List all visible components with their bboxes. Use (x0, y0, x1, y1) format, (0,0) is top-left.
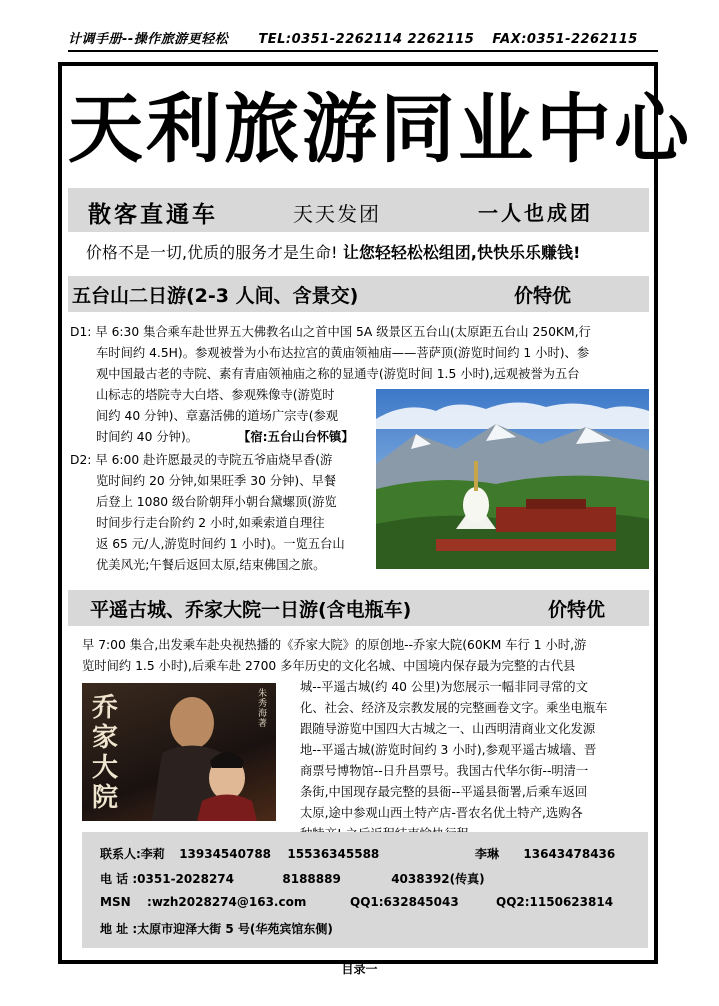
tour1-d2-line: 后登上 1080 级台阶朝拜小朝台黛螺顶(游览 (96, 495, 337, 509)
address-value: :太原市迎泽大街 5 号(华苑宾馆东侧) (132, 922, 333, 936)
banner-daily: 天天发团 (293, 202, 381, 226)
poster-author: 朱秀海 著 (258, 689, 268, 729)
poster-title: 乔家大院 (92, 693, 119, 813)
banner (68, 188, 649, 232)
tour1-day2 (70, 450, 380, 576)
tour2-heading (68, 590, 649, 626)
tour1-d1-line: 时间约 40 分钟)。 (96, 430, 199, 444)
qq1: QQ1:632845043 (350, 895, 459, 909)
tour2-side-line: 条街,中国现存最完整的县衙--平遥县衙署,后乘车返回 (300, 785, 588, 799)
tour1-d2-line: 早 6:00 赴许愿最灵的寺院五爷庙烧早香(游 (95, 453, 333, 467)
tour1-d1-line: 车时间约 4.5H)。参观被誉为小布达拉宫的黄庙领袖庙——菩萨顶(游览时间约 1 小时)、参 (96, 346, 590, 360)
tour1-d2-label: D2: (70, 453, 92, 467)
tour1-d1-line: 间约 40 分钟)、章嘉活佛的道场广宗寺(参观 (96, 409, 339, 423)
tel-value: 8188889 (282, 872, 341, 886)
address-label: 地 址 (100, 922, 129, 936)
tour2-line: 览时间约 1.5 小时),后乘车赴 2700 多年历史的文化名城、中国境内保存最为完整的古代县 (82, 659, 576, 673)
tour1-d1-line: 观中国最古老的寺院、素有青庙领袖庙之称的显通寺(游览时间 1.5 小时),远观被誉为五台 (96, 367, 580, 381)
tour2-side-line: 城--平遥古城(约 40 公里)为您展示一幅非同寻常的文 (300, 680, 588, 694)
tour2-side-line: 跟随导游览中国四大古城之一、山西明清商业文化发源 (300, 722, 596, 736)
tour1-d2-line: 览时间约 20 分钟,如果旺季 30 分钟)、早餐 (96, 474, 337, 488)
msn-label: MSN (100, 895, 131, 909)
banner-solo: 一人也成团 (478, 201, 593, 225)
contact-phone: 13643478436 (523, 847, 616, 861)
banner-main: 散客直通车 (88, 202, 218, 228)
slogan-part2: 让您轻轻松松组团,快快乐乐赚钱! (342, 243, 581, 262)
page-footer: 目录一 (341, 962, 378, 976)
tel-value: :0351-2028274 (132, 872, 234, 886)
wutaishan-photo (376, 389, 649, 569)
tour2-details (300, 677, 648, 845)
tour1-d2-line: 时间步行走台阶约 2 小时,如乘索道自理往 (96, 516, 325, 530)
tour2-price: 价特优 (548, 599, 606, 621)
contact-box (82, 832, 648, 948)
slogan (86, 240, 581, 263)
page-title: 天利旅游同业中心 (68, 85, 693, 173)
tour2-intro (82, 635, 650, 677)
tour1-stay: 【宿:五台山台怀镇】 (238, 430, 354, 444)
qq2: QQ2:1150623814 (496, 895, 614, 909)
contact-person2: 李琳 (475, 847, 500, 861)
contact-phone: 13934540788 (179, 847, 272, 861)
slogan-part1: 价格不是一切,优质的服务才是生命! (86, 243, 338, 262)
tour2-side-line: 化、社会、经济及宗教发展的完整画卷文字。乘坐电瓶车 (300, 701, 608, 715)
header-tel: TEL:0351-2262114 2262115 (258, 32, 475, 47)
tour1-title: 五台山二日游(2-3 人间、含景交) (72, 285, 359, 307)
tour2-side-line: 商票号博物馆--日升昌票号。我国古代华尔街--明清一 (300, 764, 589, 778)
tour1-heading (68, 276, 649, 312)
tour1-d1-label: D1: (70, 325, 92, 339)
tour1-d1-line: 山标志的塔院寺大白塔、参观殊像寺(游览时 (96, 388, 335, 402)
msn-value: :wzh2028274@163.com (147, 895, 307, 909)
tour1-price: 价特优 (514, 285, 572, 307)
tour2-side-line: 太原,途中参观山西土特产店-晋农名优土特产,选购各 (300, 806, 583, 820)
header-tagline: 计调手册--操作旅游更轻松 (68, 32, 229, 47)
qiaojia-poster (82, 683, 276, 821)
tour1-d1-line: 早 6:30 集合乘车赴世界五大佛教名山之首中国 5A 级景区五台山(太原距五台山 250KM,行 (95, 325, 591, 339)
tour2-line: 早 7:00 集合,出发乘车赴央视热播的《乔家大院》的原创地--乔家大院(60KM 车行 1 小时,游 (82, 638, 587, 652)
tour2-title: 平遥古城、乔家大院一日游(含电瓶车) (90, 599, 412, 621)
fax-value: 4038392(传真) (391, 872, 485, 886)
tour1-d2-line: 返 65 元/人,游览时间约 1 小时)。一览五台山 (96, 537, 345, 551)
contact-person: 联系人:李莉 (100, 847, 165, 861)
tour2-side-line: 地--平遥古城(游览时间约 3 小时),参观平遥古城墙、晋 (300, 743, 597, 757)
contact-phone: 15536345588 (287, 847, 380, 861)
tour1-d2-line: 优美风光;午餐后返回太原,结束佛国之旅。 (96, 558, 326, 572)
tel-label: 电 话 (100, 872, 129, 886)
header-bar (68, 30, 658, 52)
header-fax: FAX:0351-2262115 (492, 32, 638, 47)
